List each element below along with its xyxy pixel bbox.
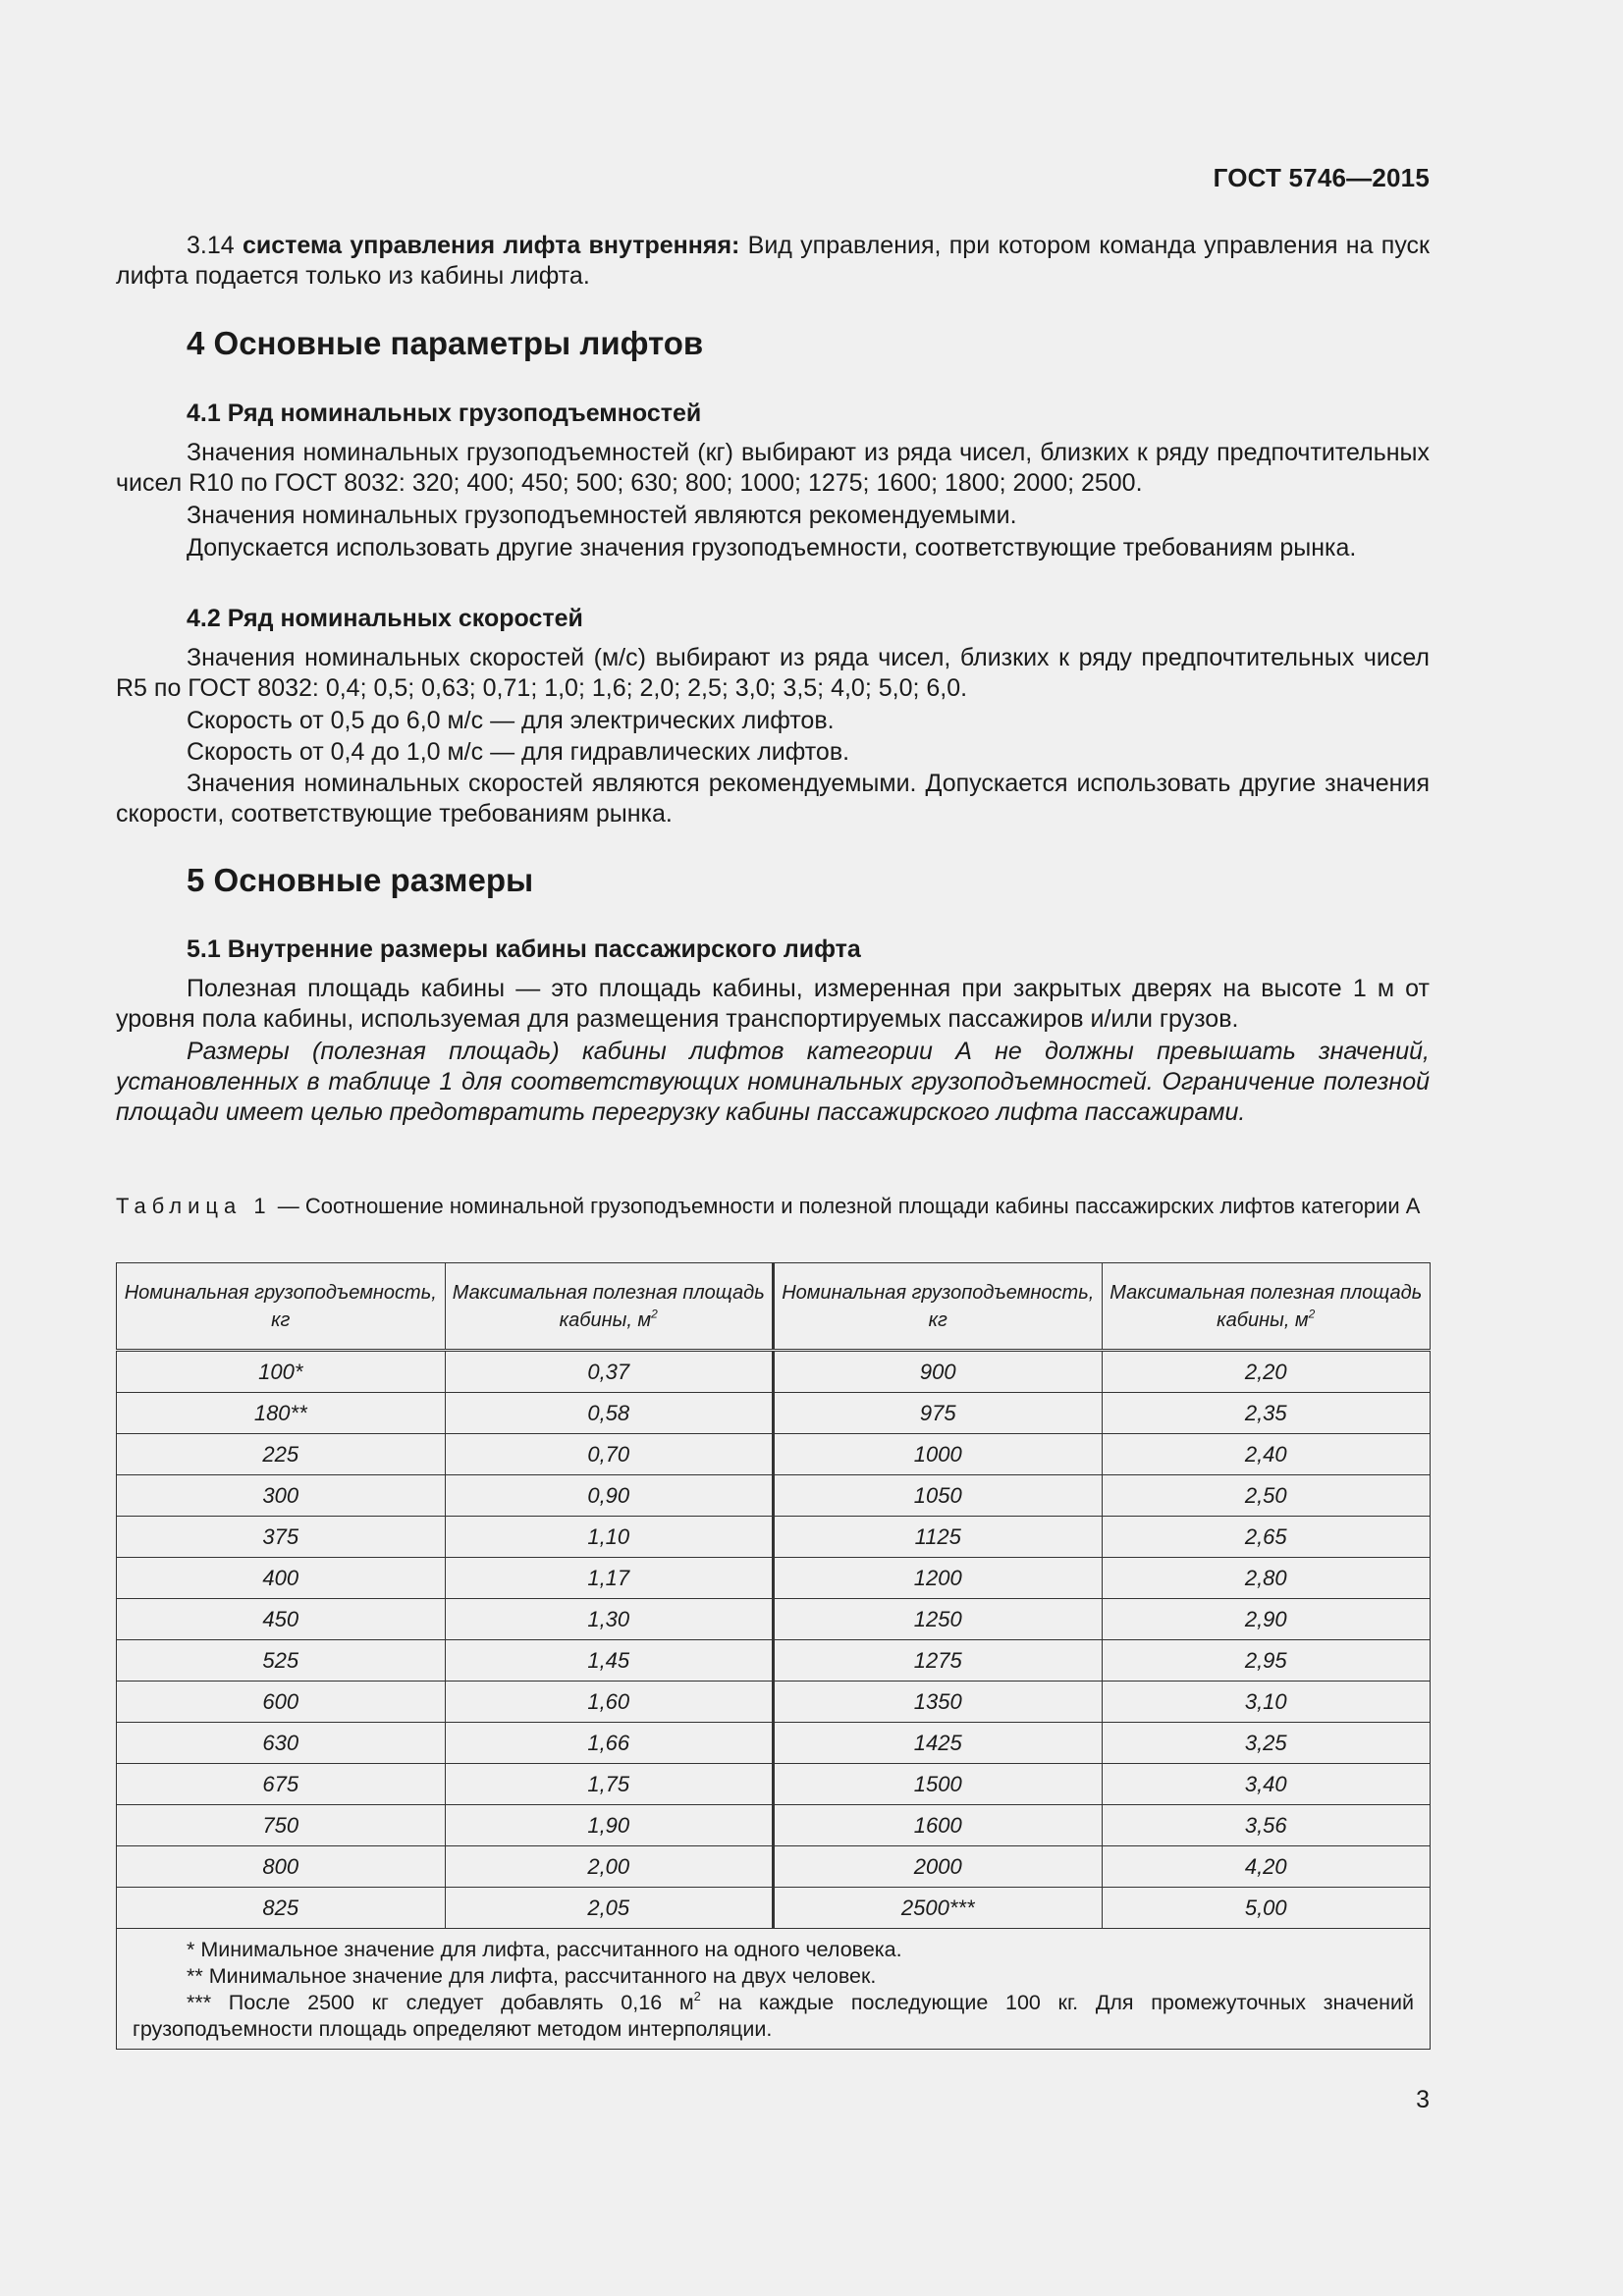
table-cell: 2,35 [1102, 1393, 1431, 1434]
table-row [117, 1764, 1431, 1805]
table-cell: 1,90 [445, 1805, 774, 1846]
table-cell: 2,50 [1102, 1475, 1431, 1517]
table-note: * Минимальное значение для лифта, рассчитанного на одного человека. [187, 1938, 902, 1961]
table-row [117, 1640, 1431, 1682]
definition: Вид управления, при котором команда управления на пуск лифта подается только из кабины лифта. [116, 232, 1430, 290]
table-row [117, 1723, 1431, 1764]
table-cell: 1,10 [445, 1517, 774, 1558]
table-caption [116, 1192, 1430, 1220]
table-cell: 525 [117, 1640, 446, 1682]
table-cell: 750 [117, 1805, 446, 1846]
table-cell: 630 [117, 1723, 446, 1764]
capacity-area-table [116, 1262, 1431, 2050]
table-cell: 400 [117, 1558, 446, 1599]
table-cell: 3,25 [1102, 1723, 1431, 1764]
table-cell: 1050 [774, 1475, 1103, 1517]
paragraph: Значения номинальных грузоподъемностей (кг) выбирают из ряда чисел, близких к ряду предпочтительных чисел R10 по ГОСТ 8032: 320; 400; 450; 500; 630; 800; 1000; 1275; 1600; 1800; 2000; 2500. [116, 439, 1430, 497]
col-header-capacity: Номинальная грузоподъемность, кг [117, 1263, 446, 1351]
section-4-2-title: 4.2 Ряд номинальных скоростей [187, 605, 583, 632]
paragraph: Значения номинальных скоростей (м/с) выбирают из ряда чисел, близких к ряду предпочтительных чисел R5 по ГОСТ 8032: 0,4; 0,5; 0,63; 0,71; 1,0; 1,6; 2,0; 2,5; 3,0; 3,5; 4,0; 5,0; 6,0. [116, 644, 1430, 702]
paragraph: Полезная площадь кабины — это площадь кабины, измеренная при закрытых дверях на высоте 1 м от уровня пола кабины, используемая для размещения транспортируемых пассажиров и/или грузов. [116, 975, 1430, 1033]
table-row [117, 1434, 1431, 1475]
table-cell: 180** [117, 1393, 446, 1434]
table-row [117, 1558, 1431, 1599]
paragraph: Скорость от 0,4 до 1,0 м/с — для гидравлических лифтов. [187, 738, 850, 766]
section-5-title: 5 Основные размеры [187, 862, 534, 898]
table-row [117, 1517, 1431, 1558]
table-row [117, 1888, 1431, 1929]
table-cell: 900 [774, 1351, 1103, 1393]
table-cell: 1125 [774, 1517, 1103, 1558]
page-number: 3 [1416, 2086, 1430, 2113]
table-cell: 2,05 [445, 1888, 774, 1929]
clause-number: 3.14 [187, 232, 235, 259]
section-4-1-title: 4.1 Ряд номинальных грузоподъемностей [187, 400, 702, 427]
table-caption-label: Таблица 1 [116, 1194, 272, 1218]
table-cell: 1,60 [445, 1682, 774, 1723]
table-cell: 800 [117, 1846, 446, 1888]
document-code: ГОСТ 5746—2015 [1213, 163, 1430, 192]
table-cell: 1,30 [445, 1599, 774, 1640]
col-header-capacity: Номинальная грузоподъемность, кг [774, 1263, 1103, 1351]
table-cell: 2,40 [1102, 1434, 1431, 1475]
table-cell: 5,00 [1102, 1888, 1431, 1929]
table-cell: 2000 [774, 1846, 1103, 1888]
table-cell: 100* [117, 1351, 446, 1393]
table-cell: 1,17 [445, 1558, 774, 1599]
table-cell: 1425 [774, 1723, 1103, 1764]
section-4-title: 4 Основные параметры лифтов [187, 325, 704, 361]
table-cell: 3,56 [1102, 1805, 1431, 1846]
table-cell: 1250 [774, 1599, 1103, 1640]
table-row [117, 1393, 1431, 1434]
table-cell: 2,95 [1102, 1640, 1431, 1682]
table-cell: 825 [117, 1888, 446, 1929]
table-cell: 1350 [774, 1682, 1103, 1723]
table-cell: 600 [117, 1682, 446, 1723]
term: система управления лифта внутренняя: [242, 232, 740, 259]
table-cell: 4,20 [1102, 1846, 1431, 1888]
clause-3-14 [116, 231, 1430, 292]
paragraph: Допускается использовать другие значения грузоподъемности, соответствующие требованиям рынка. [187, 534, 1357, 561]
table-cell: 0,37 [445, 1351, 774, 1393]
table-cell: 3,40 [1102, 1764, 1431, 1805]
table-cell: 1,75 [445, 1764, 774, 1805]
table-cell: 2,20 [1102, 1351, 1431, 1393]
table-cell: 450 [117, 1599, 446, 1640]
table-cell: 2,00 [445, 1846, 774, 1888]
paragraph: Значения номинальных грузоподъемностей являются рекомендуемыми. [187, 502, 1017, 529]
table-note: *** После 2500 кг следует добавлять 0,16 $м^2$ на каждые последующие 100 кг. Для промежуточных значений грузоподъемности площадь определяют методом интерполяции. [133, 1988, 1415, 2041]
table-cell: 2,90 [1102, 1599, 1431, 1640]
table-row [117, 1599, 1431, 1640]
col-header-area: Максимальная полезная площадь кабины, $м^2$ [445, 1263, 774, 1351]
paragraph: Значения номинальных скоростей являются рекомендуемыми. Допускается использовать другие значения скорости, соответствующие требованиям рынка. [116, 770, 1430, 828]
table-cell: 1500 [774, 1764, 1103, 1805]
table-cell: 1,66 [445, 1723, 774, 1764]
table-cell: 1275 [774, 1640, 1103, 1682]
table-cell: 2,65 [1102, 1517, 1431, 1558]
table-row [117, 1846, 1431, 1888]
table-cell: 300 [117, 1475, 446, 1517]
table-row [117, 1805, 1431, 1846]
table-cell: 1600 [774, 1805, 1103, 1846]
table-cell: 3,10 [1102, 1682, 1431, 1723]
table-cell: 0,70 [445, 1434, 774, 1475]
paragraph: Скорость от 0,5 до 6,0 м/с — для электрических лифтов. [187, 707, 835, 734]
table-cell: 0,58 [445, 1393, 774, 1434]
table-row [117, 1682, 1431, 1723]
table-cell: 675 [117, 1764, 446, 1805]
table-cell: 2500*** [774, 1888, 1103, 1929]
table-header-row [117, 1263, 1431, 1351]
table-cell: 375 [117, 1517, 446, 1558]
table-row [117, 1351, 1431, 1393]
table-row [117, 1475, 1431, 1517]
table-cell: 1200 [774, 1558, 1103, 1599]
paragraph-italic: Размеры (полезная площадь) кабины лифтов категории А не должны превышать значений, установленных в таблице 1 для соответствующих номинальных грузоподъемностей. Ограничение полезной площади имеет целью предотвратить перегрузку кабины пассажирского лифта пассажирами. [116, 1038, 1430, 1126]
table-cell: 975 [774, 1393, 1103, 1434]
table-cell: 2,80 [1102, 1558, 1431, 1599]
col-header-area: Максимальная полезная площадь кабины, $м^2$ [1102, 1263, 1431, 1351]
table-cell: 1000 [774, 1434, 1103, 1475]
table-notes-row [117, 1929, 1431, 2050]
table-cell: 1,45 [445, 1640, 774, 1682]
section-5-1-title: 5.1 Внутренние размеры кабины пассажирского лифта [187, 935, 861, 963]
table-cell: 0,90 [445, 1475, 774, 1517]
table-caption-text: — Соотношение номинальной грузоподъемности и полезной площади кабины пассажирских лифтов категории А [277, 1194, 1421, 1218]
table-notes [117, 1929, 1431, 2050]
table-note: ** Минимальное значение для лифта, рассчитанного на двух человек. [187, 1964, 877, 1988]
table-cell: 225 [117, 1434, 446, 1475]
